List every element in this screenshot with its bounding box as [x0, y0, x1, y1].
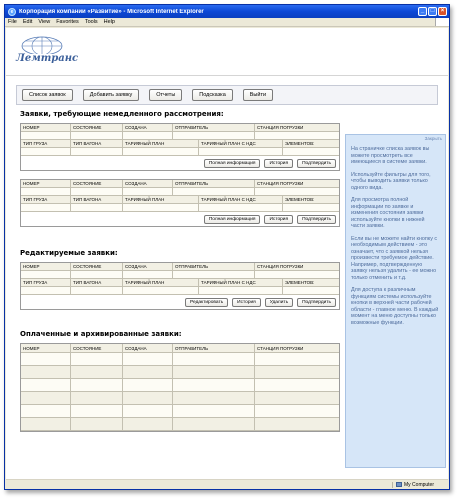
menu-tools[interactable]: Tools — [84, 19, 98, 25]
window-title: Корпорация компании «Развитие» - Microsoft Internet Explorer — [19, 8, 204, 15]
card-actions — [21, 156, 339, 170]
col-loading-station: СТАНЦИЯ ПОГРУЗКИ — [255, 124, 339, 132]
archived-table — [20, 343, 340, 432]
reports-button[interactable]: Отчеты — [149, 89, 182, 101]
archive-col-loading-station: СТАНЦИЯ ПОГРУЗКИ — [255, 344, 339, 353]
help-side-panel — [345, 134, 446, 468]
card-value-row — [21, 132, 339, 140]
menu-file[interactable]: File — [8, 19, 17, 25]
col-tariff: ТАРИФНЫЙ ПЛАН — [123, 279, 199, 287]
history-button[interactable]: История — [232, 298, 261, 307]
col-status: СОСТОЯНИЕ — [71, 124, 123, 132]
zone-label: My Computer — [404, 481, 435, 488]
full-info-button[interactable]: Полная информация — [204, 215, 261, 224]
logout-button[interactable]: Выйти — [243, 89, 273, 101]
logo-text: Лемтранс — [16, 53, 79, 64]
table-row[interactable] — [21, 379, 339, 392]
col-status: СОСТОЯНИЕ — [71, 263, 123, 271]
ie-icon: e — [8, 8, 16, 16]
side-panel-close-link[interactable]: Закрыть — [424, 136, 442, 141]
col-cargo-type: ТИП ГРУЗА — [21, 279, 71, 287]
col-sender: ОТПРАВИТЕЛЬ — [173, 263, 255, 271]
col-loading-station: СТАНЦИЯ ПОГРУЗКИ — [255, 180, 339, 188]
col-sender: ОТПРАВИТЕЛЬ — [173, 180, 255, 188]
col-elements: ЭЛЕМЕНТОВ: — [283, 196, 339, 204]
col-elements: ЭЛЕМЕНТОВ: — [283, 279, 339, 287]
col-wagon-type: ТИП ВАГОНА — [71, 196, 123, 204]
col-number: НОМЕР — [21, 263, 71, 271]
urgent-section-title: Заявки, требующие немедленного рассмотрения: — [20, 110, 224, 118]
card-header-row — [21, 124, 339, 132]
confirm-button[interactable]: Подтвердить — [297, 298, 336, 307]
archived-section-title: Оплаченные и архивированные заявки: — [20, 330, 182, 338]
computer-icon — [396, 482, 402, 487]
card-actions — [21, 212, 339, 226]
col-wagon-type: ТИП ВАГОНА — [71, 279, 123, 287]
col-wagon-type: ТИП ВАГОНА — [71, 140, 123, 148]
col-cargo-type: ТИП ГРУЗА — [21, 140, 71, 148]
main-toolbar — [16, 85, 438, 105]
requests-main — [20, 110, 340, 440]
help-paragraph: Для просмотра полной информации по заявке и изменения состояния заявки используйте кнопки в нижней части заявки. — [351, 197, 425, 229]
company-logo[interactable] — [16, 34, 79, 70]
card-value-row-2 — [21, 148, 339, 156]
col-sender: ОТПРАВИТЕЛЬ — [173, 124, 255, 132]
table-row[interactable] — [21, 418, 339, 431]
col-tariff: ТАРИФНЫЙ ПЛАН — [123, 140, 199, 148]
maximize-button[interactable]: □ — [428, 7, 437, 16]
request-card — [20, 123, 340, 171]
menu-favorites[interactable]: Favorites — [56, 19, 79, 25]
confirm-button[interactable]: Подтвердить — [297, 215, 336, 224]
col-loading-station: СТАНЦИЯ ПОГРУЗКИ — [255, 263, 339, 271]
globe-icon — [20, 34, 64, 54]
archive-col-status: СОСТОЯНИЕ — [71, 344, 123, 353]
help-text — [346, 143, 445, 335]
page-content — [6, 28, 448, 479]
close-button[interactable]: × — [438, 7, 447, 16]
col-tariff: ТАРИФНЫЙ ПЛАН — [123, 196, 199, 204]
help-paragraph: Используйте фильтры для того, чтобы выводить заявки только одного вида. — [351, 171, 431, 191]
card-header-row-2 — [21, 140, 339, 148]
table-row[interactable] — [21, 392, 339, 405]
help-paragraph: Для доступа к различным функциям системы используйте кнопки в верхней части рабочей области - главное меню. В каждый момент на меню доступны только возможные функции. — [351, 287, 439, 326]
table-row[interactable] — [21, 405, 339, 418]
menu-view[interactable]: View — [38, 19, 51, 25]
card-actions — [21, 295, 339, 309]
help-paragraph: На страничке списка заявок вы можете просмотреть все имеющиеся в системе заявки. — [351, 146, 430, 165]
col-created: СОЗДАНА — [123, 263, 173, 271]
menu-edit[interactable]: Edit — [22, 19, 33, 25]
edit-button[interactable]: Редактировать — [185, 298, 228, 307]
editable-request-card — [20, 262, 340, 310]
confirm-button[interactable]: Подтвердить — [297, 159, 336, 168]
archive-header-row — [21, 344, 339, 353]
help-button[interactable]: Подсказка — [192, 89, 232, 101]
table-row[interactable] — [21, 366, 339, 379]
col-cargo-type: ТИП ГРУЗА — [21, 196, 71, 204]
minimize-button[interactable]: _ — [418, 7, 427, 16]
table-row[interactable] — [21, 353, 339, 366]
col-elements: ЭЛЕМЕНТОВ: — [283, 140, 339, 148]
full-info-button[interactable]: Полная информация — [204, 159, 261, 168]
archive-col-created: СОЗДАНА — [123, 344, 173, 353]
request-card — [20, 179, 340, 227]
requests-list-button[interactable]: Список заявок — [22, 89, 73, 101]
editable-section-title: Редактируемые заявки: — [20, 249, 118, 257]
menu-bar — [5, 18, 449, 27]
menu-help[interactable]: Help — [103, 19, 115, 25]
col-created: СОЗДАНА — [123, 124, 173, 132]
history-button[interactable]: История — [264, 159, 293, 168]
archive-col-sender: ОТПРАВИТЕЛЬ — [173, 344, 255, 353]
security-zone — [392, 482, 448, 488]
help-paragraph: Если вы не можете найти кнопку с необходимым действием - это означает, что с заявкой нельзя произвести требуемое действие. Например, подтвержденную заявку нельзя удалить - ее можно только отменить и т.д. — [351, 235, 438, 281]
windows-logo — [435, 18, 449, 26]
col-status: СОСТОЯНИЕ — [71, 180, 123, 188]
col-tariff-vat: ТАРИФНЫЙ ПЛАН С НДС — [199, 279, 283, 287]
col-tariff-vat: ТАРИФНЫЙ ПЛАН С НДС — [199, 196, 283, 204]
add-request-button[interactable]: Добавить заявку — [83, 89, 140, 101]
page-header — [6, 28, 448, 76]
history-button[interactable]: История — [264, 215, 293, 224]
status-bar — [6, 479, 448, 489]
col-tariff-vat: ТАРИФНЫЙ ПЛАН С НДС — [199, 140, 283, 148]
col-created: СОЗДАНА — [123, 180, 173, 188]
col-number: НОМЕР — [21, 124, 71, 132]
archive-col-number: НОМЕР — [21, 344, 71, 353]
title-bar — [5, 5, 449, 18]
col-number: НОМЕР — [21, 180, 71, 188]
browser-window — [4, 4, 450, 490]
delete-button[interactable]: Удалить — [265, 298, 293, 307]
